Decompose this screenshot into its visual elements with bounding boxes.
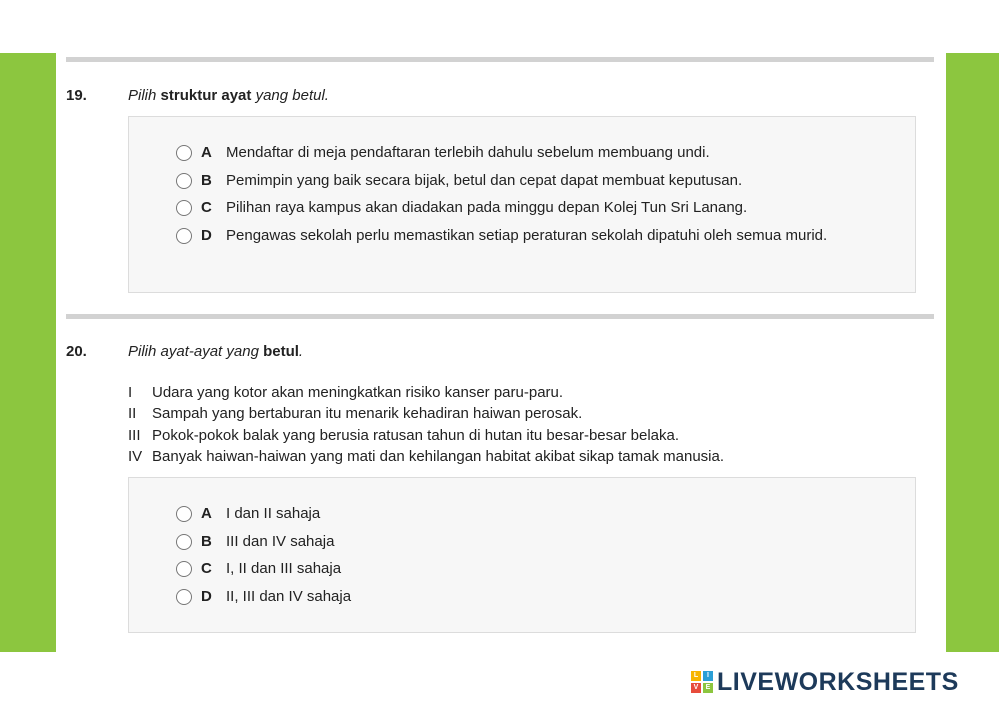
radio-button[interactable] [176, 561, 192, 577]
radio-button[interactable] [176, 589, 192, 605]
option-letter: D [201, 227, 212, 244]
option-letter: A [201, 505, 212, 522]
radio-button[interactable] [176, 200, 192, 216]
left-green-margin [0, 53, 56, 652]
question-19-number: 19. [66, 87, 87, 104]
option-text: II, III dan IV sahaja [226, 588, 352, 605]
question-19-prompt [128, 87, 329, 104]
option-text: I, II dan III sahaja [226, 560, 342, 577]
question-20-prompt [128, 343, 303, 360]
statement-text: Banyak haiwan-haiwan yang mati dan kehilangan habitat akibat sikap tamak manusia. [152, 448, 725, 465]
statement-text: Pokok-pokok balak yang berusia ratusan tahun di hutan itu besar-besar belaka. [152, 427, 679, 444]
statement-text: Udara yang kotor akan meningkatkan risiko kanser paru-paru. [152, 384, 564, 401]
option-text: Mendaftar di meja pendaftaran terlebih dahulu sebelum membuang undi. [226, 144, 710, 161]
logo-icon-letter: E [703, 683, 713, 693]
question-20-option-d[interactable] [176, 587, 351, 607]
option-letter: A [201, 144, 212, 161]
radio-button[interactable] [176, 173, 192, 189]
question-20-option-b[interactable] [176, 532, 334, 552]
logo-text: LIVEWORKSHEETS [717, 667, 959, 696]
option-letter: B [201, 172, 212, 189]
statement-text: Sampah yang bertaburan itu menarik kehadiran haiwan perosak. [152, 405, 583, 422]
radio-button[interactable] [176, 145, 192, 161]
option-text: Pengawas sekolah perlu memastikan setiap peraturan sekolah dipatuhi oleh semua murid. [226, 227, 828, 244]
option-text: Pilihan raya kampus akan diadakan pada minggu depan Kolej Tun Sri Lanang. [226, 199, 748, 216]
statement-numeral: III [128, 427, 141, 444]
logo-icon-letter: L [691, 671, 701, 681]
statement-numeral: IV [128, 448, 143, 465]
prompt-bold-text: betul [263, 343, 299, 360]
prompt-text: Pilih [128, 87, 157, 104]
right-green-margin [946, 53, 999, 652]
question-19-option-b[interactable] [176, 171, 742, 191]
question-19-option-c[interactable] [176, 198, 747, 218]
logo-icon-letter: V [691, 683, 701, 693]
logo-icon-letter: I [703, 671, 713, 681]
question-divider [66, 57, 934, 62]
radio-button[interactable] [176, 506, 192, 522]
liveworksheets-logo-icon [691, 671, 713, 693]
option-letter: C [201, 560, 212, 577]
option-letter: D [201, 588, 212, 605]
prompt-text: yang betul. [255, 87, 329, 104]
option-text: III dan IV sahaja [226, 533, 335, 550]
radio-button[interactable] [176, 534, 192, 550]
option-letter: B [201, 533, 212, 550]
prompt-bold-text: struktur ayat [160, 87, 252, 104]
statement-iv [128, 447, 724, 467]
statement-ii [128, 404, 582, 424]
prompt-text: Pilih ayat-ayat yang [128, 343, 259, 360]
question-20-option-a[interactable] [176, 504, 320, 524]
question-20-options-box [128, 477, 916, 633]
option-text: Pemimpin yang baik secara bijak, betul dan cepat dapat membuat keputusan. [226, 172, 743, 189]
statement-iii [128, 426, 679, 446]
option-letter: C [201, 199, 212, 216]
question-19-option-a[interactable] [176, 143, 710, 163]
question-20-number: 20. [66, 343, 87, 360]
liveworksheets-logo[interactable] [691, 668, 959, 696]
radio-button[interactable] [176, 228, 192, 244]
question-20-option-c[interactable] [176, 559, 341, 579]
question-19-option-d[interactable] [176, 226, 896, 246]
statement-numeral: I [128, 384, 133, 401]
option-text: I dan II sahaja [226, 505, 321, 522]
statement-i [128, 383, 563, 403]
statement-numeral: II [128, 405, 137, 422]
prompt-text: . [298, 343, 304, 360]
question-divider [66, 314, 934, 319]
